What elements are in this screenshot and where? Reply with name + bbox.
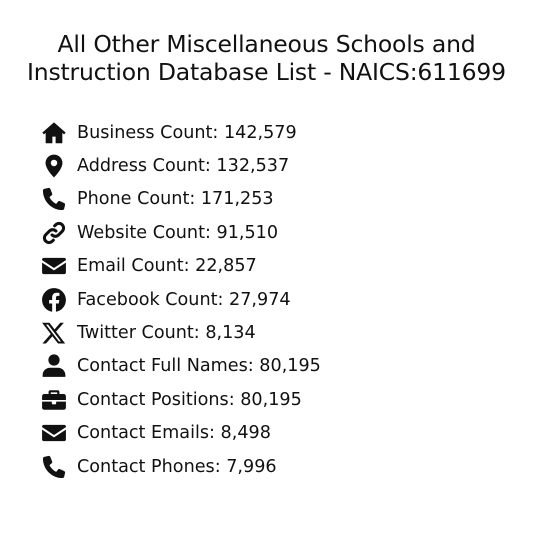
list-item [40, 383, 520, 416]
list-item [40, 116, 520, 149]
list-item [40, 450, 520, 483]
business-count-label: Business Count: 142,579 [77, 122, 297, 143]
website-count-label: Website Count: 91,510 [77, 222, 279, 243]
facebook-icon [40, 286, 67, 313]
list-item [40, 216, 520, 249]
x-twitter-icon [40, 320, 67, 347]
email-count-label: Email Count: 22,857 [77, 256, 257, 277]
envelope-icon [40, 253, 67, 280]
phone-count-label: Phone Count: 171,253 [77, 189, 274, 210]
facebook-count-label: Facebook Count: 27,974 [77, 289, 291, 310]
stats-list [40, 116, 520, 483]
link-icon [40, 219, 67, 246]
phone-icon [40, 186, 67, 213]
contact-emails-label: Contact Emails: 8,498 [77, 423, 271, 444]
envelope-icon [40, 420, 67, 447]
contact-phones-label: Contact Phones: 7,996 [77, 456, 277, 477]
phone-icon [40, 453, 67, 480]
page-title: All Other Miscellaneous Schools and Instruction Database List - NAICS:611699 [27, 30, 506, 86]
contact-full-names-label: Contact Full Names: 80,195 [77, 356, 321, 377]
list-item [40, 149, 520, 182]
list-item [40, 183, 520, 216]
twitter-count-label: Twitter Count: 8,134 [77, 323, 256, 344]
list-item [40, 350, 520, 383]
list-item [40, 283, 520, 316]
list-item [40, 250, 520, 283]
list-item [40, 316, 520, 349]
address-count-label: Address Count: 132,537 [77, 156, 290, 177]
contact-positions-label: Contact Positions: 80,195 [77, 389, 302, 410]
map-pin-icon [40, 153, 67, 180]
briefcase-icon [40, 386, 67, 413]
user-icon [40, 353, 67, 380]
home-icon [40, 119, 67, 146]
list-item [40, 417, 520, 450]
